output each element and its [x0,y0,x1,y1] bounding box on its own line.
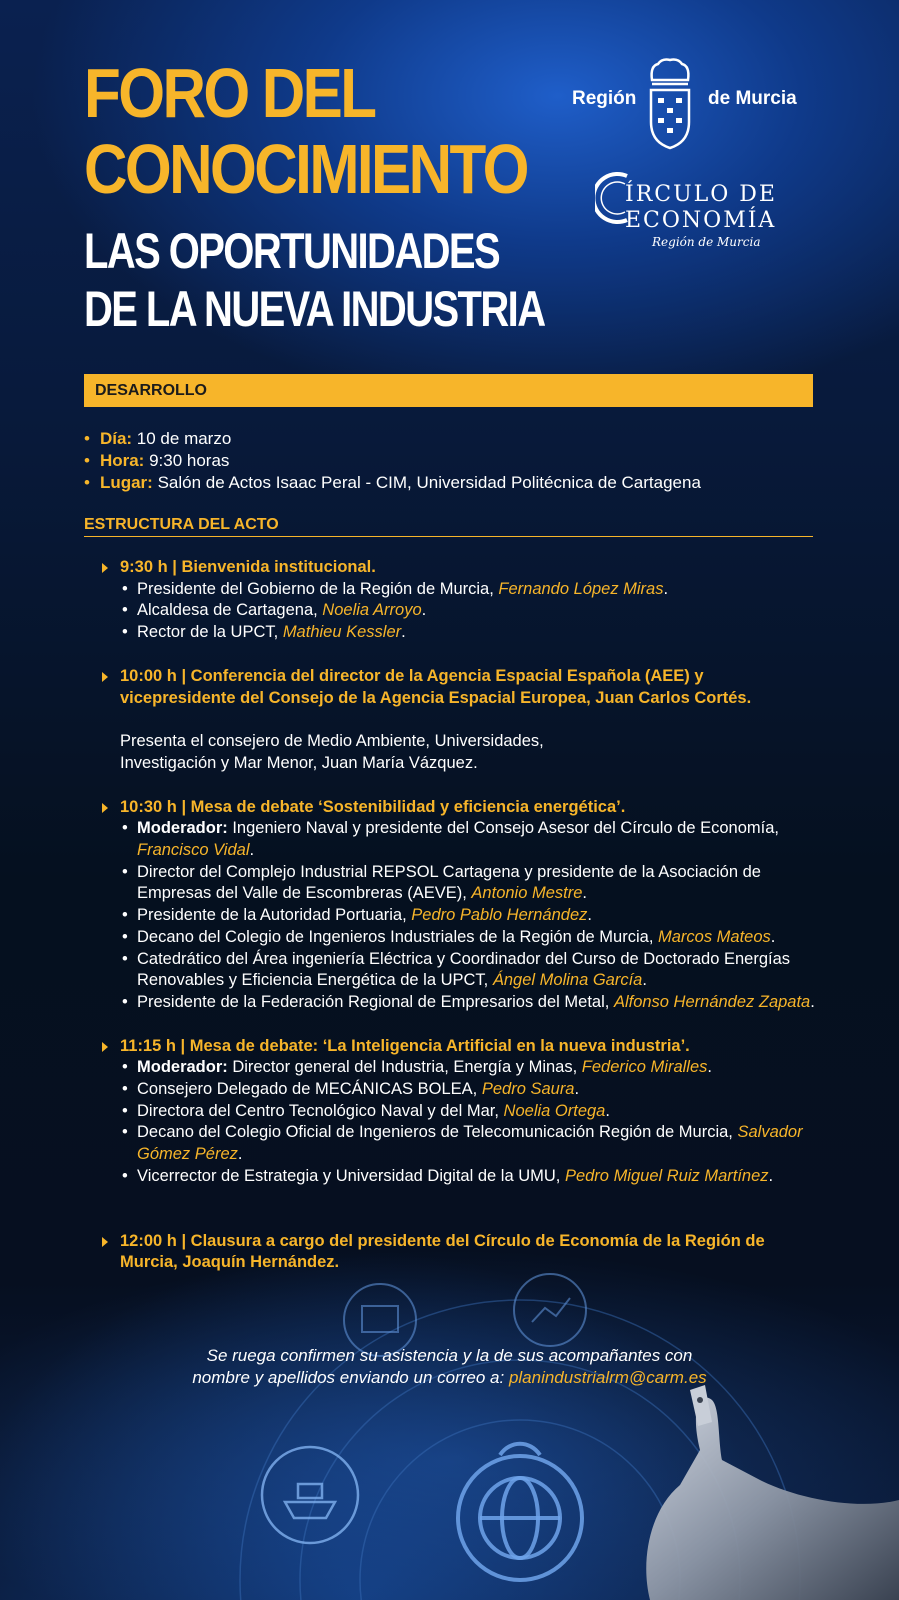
agenda-item-2: 10:00 h | Conferencia del director de la Agencia Espacial Española (AEE) y vicepresidente del Consejo de la Agencia Espacial Europea, Juan Carlos Cortés. Presenta el consejero de Medio Ambiente, Universidades, Investigación y Mar Menor, Juan María Vázquez. [100,666,816,775]
title-line-1: FORO DEL [84,54,375,132]
rsvp-line-1: Se ruega confirmen su asistencia y la de sus acompañantes con [206,1346,693,1365]
crown-shield-icon [644,56,696,152]
logo-circulo-line-3: Región de Murcia [652,235,761,249]
rsvp-email-link[interactable]: planindustrialrm@carm.es [508,1368,707,1387]
logo-circulo-line-1: ÍRCULO DE [625,182,777,207]
estructura-heading: ESTRUCTURA DEL ACTO [84,516,813,537]
logo-region-left-text: Región [572,88,637,109]
title-line-2: CONOCIMIENTO [84,130,527,208]
list-item: • Alcaldesa de Cartagena, Noelia Arroyo. [120,600,816,622]
agenda-item-4: 11:15 h | Mesa de debate: ‘La Inteligencia Artificial en la nueva industria’. • Moderador: Director general del Industria, Energía y Minas, Federico Miralles. • Consejero Delegado de MECÁNICAS BOLEA, Pedro Saura. • Directora del Centro Tecnológico Naval y del Mar, Noelia Ortega. • Decano del Colegio Oficial de Ingenieros de Telecomunicación Región de Murcia, Salvador Gómez Pérez. • Vicerrector de Estrategia y Universidad Digital de la UMU, Pedro Miguel Ruiz Martínez. [100,1036,816,1188]
decorative-tech-background [0,1250,899,1600]
subtitle-line-2: DE LA NUEVA INDUSTRIA [84,281,545,337]
agenda [100,557,816,1274]
info-hora: • Hora: 9:30 horas [84,451,230,470]
circulo-de-economia-logo [595,168,805,252]
list-item: • Catedrático del Área ingeniería Eléctrica y Coordinador del Curso de Doctorado Energías Renovables y Eficiencia Energética de la UPCT, Ángel Molina García. [120,949,816,992]
info-lugar: • Lugar: Salón de Actos Isaac Peral - CIM, Universidad Politécnica de Cartagena [84,473,701,492]
arrow-right-icon [102,1042,108,1052]
region-de-murcia-logo [572,56,814,152]
agenda-item-2-note: Presenta el consejero de Medio Ambiente, Universidades, Investigación y Mar Menor, Juan María Vázquez. [120,732,544,772]
rsvp-note [0,1345,899,1389]
arrow-right-icon [102,563,108,573]
arrow-right-icon [102,672,108,682]
agenda-item-5: 12:00 h | Clausura a cargo del presidente del Círculo de Economía de la Región de Murcia, Joaquín Hernández. [100,1231,816,1274]
agenda-item-3: 10:30 h | Mesa de debate ‘Sostenibilidad y eficiencia energética’. • Moderador: Ingeniero Naval y presidente del Consejo Asesor del Círculo de Economía, Francisco Vidal. • Director del Complejo Industrial REPSOL Cartagena y presidente de la Asociación de Empresas del Valle de Escombreras (AEVE), Antonio Mestre. • Presidente de la Autoridad Portuaria, Pedro Pablo Hernández. • Decano del Colegio de Ingenieros Industriales de la Región de Murcia, Marcos Mateos. • Catedrático del Área ingeniería Eléctrica y Coordinador del Curso de Doctorado Energías Renovables y Eficiencia Energética de la UPCT, Ángel Molina García. • Presidente de la Federación Regional de Empresarios del Metal, Alfonso Hernández Zapata. [100,797,816,1014]
arrow-right-icon [102,803,108,813]
logo-circulo-line-2: ECONOMÍA [625,208,777,233]
list-item: • Presidente de la Federación Regional de Empresarios del Metal, Alfonso Hernández Zapata. [120,992,816,1014]
list-item: • Presidente del Gobierno de la Región de Murcia, Fernando López Miras. [120,579,816,601]
list-item: • Moderador: Director general del Industria, Energía y Minas, Federico Miralles. [120,1057,816,1079]
info-dia: • Día: 10 de marzo [84,429,232,448]
arrow-right-icon [102,1237,108,1247]
desarrollo-heading: DESARROLLO [95,382,207,399]
list-item: • Director del Complejo Industrial REPSOL Cartagena y presidente de la Asociación de Empresas del Valle de Escombreras (AEVE), Antonio Mestre. [120,862,816,905]
list-item: • Moderador: Ingeniero Naval y presidente del Consejo Asesor del Círculo de Economía, Francisco Vidal. [120,818,816,861]
agenda-item-1: 9:30 h | Bienvenida institucional. • Presidente del Gobierno de la Región de Murcia, Fernando López Miras. • Alcaldesa de Cartagena, Noelia Arroyo. • Rector de la UPCT, Mathieu Kessler. [100,557,816,644]
list-item: • Rector de la UPCT, Mathieu Kessler. [120,622,816,644]
logo-region-right-text: de Murcia [708,88,797,109]
subtitle-line-1: LAS OPORTUNIDADES [84,223,500,279]
list-item: • Directora del Centro Tecnológico Naval y del Mar, Noelia Ortega. [120,1101,816,1123]
list-item: • Decano del Colegio Oficial de Ingenieros de Telecomunicación Región de Murcia, Salvador Gómez Pérez. [120,1122,816,1165]
desarrollo-heading-bar [84,374,813,407]
event-info [84,428,701,494]
list-item: • Consejero Delegado de MECÁNICAS BOLEA, Pedro Saura. [120,1079,816,1101]
list-item: • Presidente de la Autoridad Portuaria, Pedro Pablo Hernández. [120,905,816,927]
rsvp-line-2: nombre y apellidos enviando un correo a: planindustrialrm@carm.es [192,1368,707,1387]
list-item: • Vicerrector de Estrategia y Universidad Digital de la UMU, Pedro Miguel Ruiz Martínez. [120,1166,816,1188]
list-item: • Decano del Colegio de Ingenieros Industriales de la Región de Murcia, Marcos Mateos. [120,927,816,949]
